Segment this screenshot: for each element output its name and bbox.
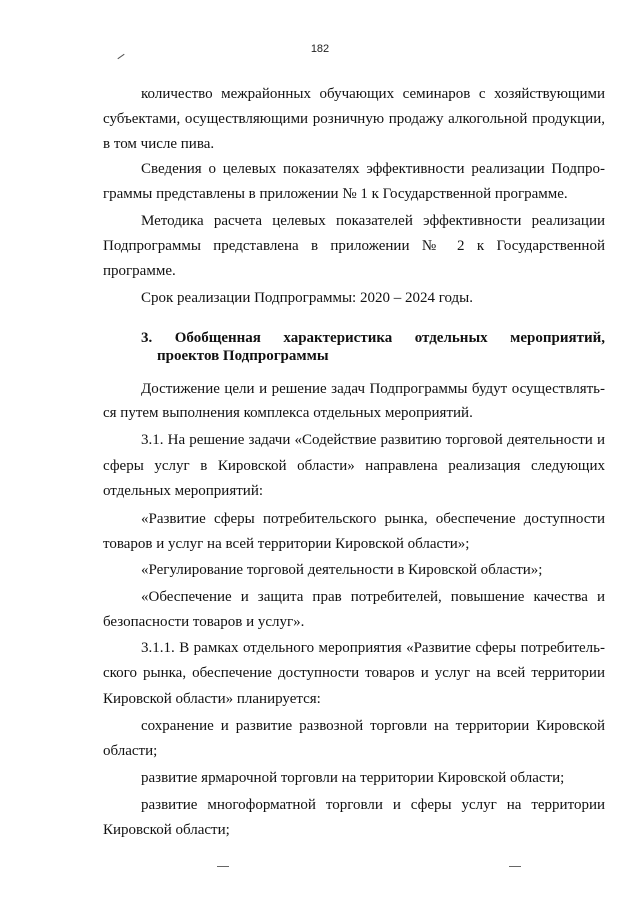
page-number: 182 [310,43,330,55]
text-line: Сведения о целевых показателях эффективности реализации Подпро- [141,161,605,177]
section-heading: 3. Обобщенная характеристика отдельных мероприятий, [141,330,605,346]
text-line: 3.1. На решение задачи «Содействие развитию торговой деятельности и [141,432,605,448]
text-line: субъектами, осуществляющими розничную продажу алкогольной продукции, [103,111,605,127]
text-line: 3.1.1. В рамках отдельного мероприятия «Развитие сферы потребитель- [141,640,605,656]
text-line: Достижение цели и решение задач Подпрограммы будут осуществлять- [141,381,605,397]
text-line: «Регулирование торговой деятельности в Кировской области»; [141,562,543,578]
text-line: количество межрайонных обучающих семинаров с хозяйствующими [141,86,605,102]
text-line: Кировской области» планируется: [103,691,321,707]
text-line: Подпрограммы представлена в приложении № 2 к Государственной [103,238,605,254]
text-line: ского рынка, обеспечение доступности товаров и услуг на всей территории [103,665,605,681]
text-line: Кировской области; [103,822,230,838]
section-heading: проектов Подпрограммы [157,348,329,364]
text-line: в том числе пива. [103,136,215,152]
text-line: сохранение и развитие развозной торговли на территории Кировской [141,718,605,734]
text-line: «Развитие сферы потребительского рынка, обеспечение доступности [141,511,605,527]
text-line: Срок реализации Подпрограммы: 2020 – 2024 годы. [141,290,474,306]
text-line: отдельных мероприятий: [103,483,264,499]
scan-mark [509,866,521,867]
text-line: сферы услуг в Кировской области» направлена реализация следующих [103,458,605,474]
text-line: граммы представлены в приложении № 1 к Государственной программе. [103,186,568,202]
scan-mark [217,866,229,867]
text-line: «Обеспечение и защита прав потребителей, повышение качества и [141,589,605,605]
text-line: развитие ярмарочной торговли на территории Кировской области; [141,770,565,786]
text-line: безопасности товаров и услуг». [103,614,305,630]
text-line: развитие многоформатной торговли и сферы услуг на территории [141,797,605,813]
text-line: программе. [103,263,176,279]
text-line: товаров и услуг на всей территории Кировской области»; [103,536,470,552]
text-line: ся путем выполнения комплекса отдельных мероприятий. [103,405,473,421]
text-line: Методика расчета целевых показателей эффективности реализации [141,213,605,229]
text-line: области; [103,743,158,759]
